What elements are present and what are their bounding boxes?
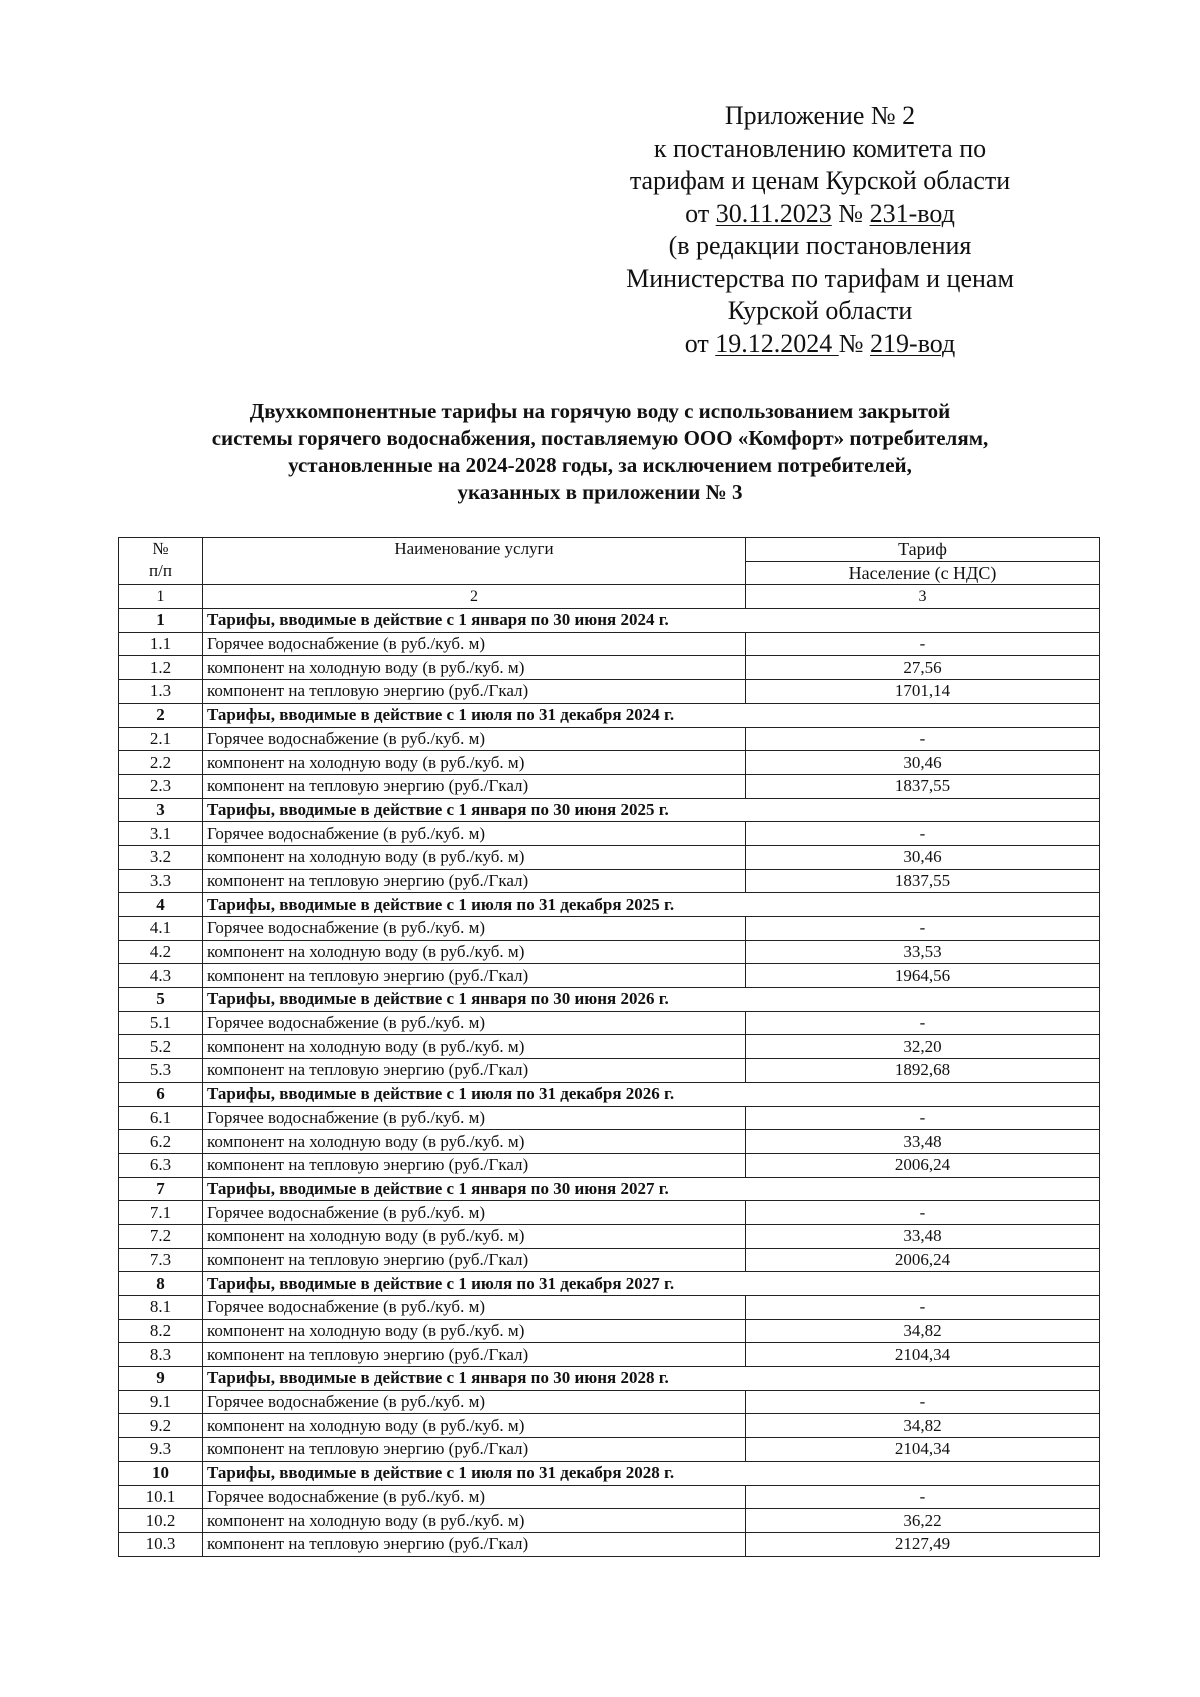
table-row <box>119 1296 1100 1320</box>
tariff-value: 36,22 <box>746 1509 1100 1533</box>
appendix-date-line <box>560 198 1080 231</box>
table-row <box>119 632 1100 656</box>
service-name: Горячее водоснабжение (в руб./куб. м) <box>203 822 746 846</box>
tariff-value: 1837,55 <box>746 869 1100 893</box>
tariff-value: - <box>746 1106 1100 1130</box>
table-row <box>119 680 1100 704</box>
section-row <box>119 703 1100 727</box>
tariff-value: 2006,24 <box>746 1153 1100 1177</box>
section-empty-cell <box>746 1272 1100 1296</box>
section-title: Тарифы, вводимые в действие с 1 января по 30 июня 2026 г. <box>203 988 746 1012</box>
tariff-value: - <box>746 917 1100 941</box>
table-row <box>119 845 1100 869</box>
section-number: 2 <box>119 703 203 727</box>
section-empty-cell <box>746 703 1100 727</box>
service-name: компонент на тепловую энергию (руб./Гкал) <box>203 680 746 704</box>
service-name: компонент на холодную воду (в руб./куб. м) <box>203 940 746 964</box>
row-number: 4.2 <box>119 940 203 964</box>
tariff-value: 30,46 <box>746 751 1100 775</box>
tariff-value: 2104,34 <box>746 1343 1100 1367</box>
header-number <box>119 538 203 585</box>
tariff-value: 32,20 <box>746 1035 1100 1059</box>
table-row <box>119 1011 1100 1035</box>
number-sign: № <box>831 198 870 228</box>
section-row <box>119 798 1100 822</box>
table-row <box>119 822 1100 846</box>
decree-number: 231-вод <box>869 198 955 228</box>
row-number: 9.2 <box>119 1414 203 1438</box>
row-number: 8.2 <box>119 1319 203 1343</box>
table-row <box>119 751 1100 775</box>
section-row <box>119 609 1100 633</box>
section-title: Тарифы, вводимые в действие с 1 января по 30 июня 2027 г. <box>203 1177 746 1201</box>
row-number: 5.2 <box>119 1035 203 1059</box>
table-row <box>119 1224 1100 1248</box>
service-name: компонент на холодную воду (в руб./куб. м) <box>203 1319 746 1343</box>
tariff-value: 33,48 <box>746 1224 1100 1248</box>
row-number: 2.3 <box>119 774 203 798</box>
tariff-value: - <box>746 1296 1100 1320</box>
section-title: Тарифы, вводимые в действие с 1 июля по 31 декабря 2024 г. <box>203 703 746 727</box>
tariff-value: - <box>746 822 1100 846</box>
section-title: Тарифы, вводимые в действие с 1 января по 30 июня 2024 г. <box>203 609 746 633</box>
tariff-value: 1892,68 <box>746 1059 1100 1083</box>
edit-decree-date: 19.12.2024 <box>715 328 839 358</box>
row-number: 2.1 <box>119 727 203 751</box>
table-row <box>119 1035 1100 1059</box>
service-name: компонент на холодную воду (в руб./куб. м) <box>203 656 746 680</box>
section-empty-cell <box>746 893 1100 917</box>
table-row <box>119 1106 1100 1130</box>
service-name: компонент на холодную воду (в руб./куб. м) <box>203 845 746 869</box>
appendix-line: Курской области <box>727 296 913 325</box>
section-row <box>119 893 1100 917</box>
tariff-value: 33,53 <box>746 940 1100 964</box>
tariff-value: 30,46 <box>746 845 1100 869</box>
tariffs-table <box>118 537 1100 1557</box>
table-row <box>119 1059 1100 1083</box>
service-name: компонент на холодную воду (в руб./куб. м) <box>203 1224 746 1248</box>
row-number: 1.1 <box>119 632 203 656</box>
title-line: установленные на 2024-2028 годы, за исключением потребителей, <box>288 453 912 477</box>
section-title: Тарифы, вводимые в действие с 1 июля по 31 декабря 2026 г. <box>203 1082 746 1106</box>
appendix-edit-date-line <box>560 328 1080 361</box>
edit-decree-number: 219-вод <box>870 328 956 358</box>
section-title: Тарифы, вводимые в действие с 1 июля по 31 декабря 2027 г. <box>203 1272 746 1296</box>
section-empty-cell <box>746 1177 1100 1201</box>
appendix-line: (в редакции постановления <box>668 231 972 260</box>
tariff-value: - <box>746 632 1100 656</box>
section-number: 10 <box>119 1461 203 1485</box>
header-service-name: Наименование услуги <box>203 538 746 585</box>
table-row <box>119 774 1100 798</box>
tariff-value: 33,48 <box>746 1130 1100 1154</box>
service-name: компонент на тепловую энергию (руб./Гкал) <box>203 1248 746 1272</box>
appendix-line: Приложение № 2 <box>724 101 916 130</box>
table-row <box>119 1532 1100 1556</box>
column-number: 1 <box>119 585 203 609</box>
row-number: 6.2 <box>119 1130 203 1154</box>
row-number: 3.2 <box>119 845 203 869</box>
row-number: 9.3 <box>119 1438 203 1462</box>
tariff-value: 1701,14 <box>746 680 1100 704</box>
row-number: 1.3 <box>119 680 203 704</box>
section-title: Тарифы, вводимые в действие с 1 января по 30 июня 2025 г. <box>203 798 746 822</box>
row-number: 10.3 <box>119 1532 203 1556</box>
row-number: 9.1 <box>119 1390 203 1414</box>
tariff-value: - <box>746 1201 1100 1225</box>
service-name: Горячее водоснабжение (в руб./куб. м) <box>203 727 746 751</box>
service-name: Горячее водоснабжение (в руб./куб. м) <box>203 1296 746 1320</box>
section-number: 5 <box>119 988 203 1012</box>
table-row <box>119 1319 1100 1343</box>
title-line: системы горячего водоснабжения, поставляемую ООО «Комфорт» потребителям, <box>211 426 989 450</box>
title-line: указанных в приложении № 3 <box>457 480 743 504</box>
column-number-row <box>119 585 1100 609</box>
section-row <box>119 1177 1100 1201</box>
service-name: Горячее водоснабжение (в руб./куб. м) <box>203 1390 746 1414</box>
section-title: Тарифы, вводимые в действие с 1 июля по 31 декабря 2028 г. <box>203 1461 746 1485</box>
section-number: 7 <box>119 1177 203 1201</box>
table-row <box>119 1343 1100 1367</box>
service-name: компонент на тепловую энергию (руб./Гкал) <box>203 1438 746 1462</box>
service-name: Горячее водоснабжение (в руб./куб. м) <box>203 1201 746 1225</box>
row-number: 3.1 <box>119 822 203 846</box>
service-name: компонент на тепловую энергию (руб./Гкал) <box>203 1059 746 1083</box>
tariff-value: 1837,55 <box>746 774 1100 798</box>
table-row <box>119 1509 1100 1533</box>
tariff-value: - <box>746 1390 1100 1414</box>
row-number: 7.2 <box>119 1224 203 1248</box>
table-row <box>119 656 1100 680</box>
tariff-value: 27,56 <box>746 656 1100 680</box>
section-title: Тарифы, вводимые в действие с 1 января по 30 июня 2028 г. <box>203 1367 746 1391</box>
tariff-value: 34,82 <box>746 1414 1100 1438</box>
service-name: компонент на тепловую энергию (руб./Гкал) <box>203 869 746 893</box>
service-name: компонент на холодную воду (в руб./куб. м) <box>203 1130 746 1154</box>
table-row <box>119 964 1100 988</box>
header-number-abbrev: п/п <box>149 561 172 580</box>
table-row <box>119 727 1100 751</box>
row-number: 5.3 <box>119 1059 203 1083</box>
document-title <box>120 398 1080 506</box>
row-number: 6.1 <box>119 1106 203 1130</box>
column-number: 2 <box>203 585 746 609</box>
table-row <box>119 1201 1100 1225</box>
service-name: компонент на тепловую энергию (руб./Гкал) <box>203 1153 746 1177</box>
date-prefix: от <box>685 198 716 228</box>
row-number: 7.1 <box>119 1201 203 1225</box>
appendix-line: тарифам и ценам Курской области <box>629 166 1011 195</box>
row-number: 4.1 <box>119 917 203 941</box>
section-empty-cell <box>746 988 1100 1012</box>
service-name: компонент на тепловую энергию (руб./Гкал) <box>203 964 746 988</box>
row-number: 6.3 <box>119 1153 203 1177</box>
service-name: компонент на тепловую энергию (руб./Гкал) <box>203 1532 746 1556</box>
service-name: Горячее водоснабжение (в руб./куб. м) <box>203 1485 746 1509</box>
edit-number-sign: № <box>838 328 871 358</box>
tariff-value: - <box>746 1011 1100 1035</box>
table-row <box>119 1390 1100 1414</box>
section-empty-cell <box>746 1082 1100 1106</box>
header-number-sign: № <box>152 539 169 558</box>
section-row <box>119 1461 1100 1485</box>
row-number: 10.1 <box>119 1485 203 1509</box>
tariff-value: 2006,24 <box>746 1248 1100 1272</box>
tariff-value: 34,82 <box>746 1319 1100 1343</box>
table-row <box>119 1414 1100 1438</box>
row-number: 5.1 <box>119 1011 203 1035</box>
row-number: 8.3 <box>119 1343 203 1367</box>
section-row <box>119 1272 1100 1296</box>
section-number: 3 <box>119 798 203 822</box>
service-name: компонент на холодную воду (в руб./куб. м) <box>203 751 746 775</box>
section-title: Тарифы, вводимые в действие с 1 июля по 31 декабря 2025 г. <box>203 893 746 917</box>
section-row <box>119 1367 1100 1391</box>
section-number: 6 <box>119 1082 203 1106</box>
service-name: компонент на тепловую энергию (руб./Гкал) <box>203 1343 746 1367</box>
table-row <box>119 917 1100 941</box>
service-name: компонент на холодную воду (в руб./куб. м) <box>203 1414 746 1438</box>
service-name: Горячее водоснабжение (в руб./куб. м) <box>203 1106 746 1130</box>
header-population: Население (с НДС) <box>746 561 1100 585</box>
table-row <box>119 1153 1100 1177</box>
table-row <box>119 869 1100 893</box>
table-row <box>119 1438 1100 1462</box>
section-number: 8 <box>119 1272 203 1296</box>
table-row <box>119 1130 1100 1154</box>
row-number: 1.2 <box>119 656 203 680</box>
section-empty-cell <box>746 1367 1100 1391</box>
section-empty-cell <box>746 609 1100 633</box>
appendix-line: к постановлению комитета по <box>653 133 987 163</box>
row-number: 10.2 <box>119 1509 203 1533</box>
edit-date-prefix: от <box>684 328 716 358</box>
row-number: 2.2 <box>119 751 203 775</box>
decree-date: 30.11.2023 <box>715 198 832 228</box>
row-number: 7.3 <box>119 1248 203 1272</box>
tariff-value: 2127,49 <box>746 1532 1100 1556</box>
tariff-value: 2104,34 <box>746 1438 1100 1462</box>
column-number: 3 <box>746 585 1100 609</box>
section-number: 9 <box>119 1367 203 1391</box>
row-number: 3.3 <box>119 869 203 893</box>
header-tariff: Тариф <box>746 538 1100 562</box>
service-name: компонент на тепловую энергию (руб./Гкал) <box>203 774 746 798</box>
appendix-header <box>560 100 1080 360</box>
table-row <box>119 1485 1100 1509</box>
tariff-value: 1964,56 <box>746 964 1100 988</box>
table-row <box>119 1248 1100 1272</box>
section-number: 4 <box>119 893 203 917</box>
tariff-value: - <box>746 1485 1100 1509</box>
row-number: 4.3 <box>119 964 203 988</box>
title-line: Двухкомпонентные тарифы на горячую воду с использованием закрытой <box>249 399 951 423</box>
table-row <box>119 940 1100 964</box>
service-name: компонент на холодную воду (в руб./куб. м) <box>203 1509 746 1533</box>
row-number: 8.1 <box>119 1296 203 1320</box>
section-row <box>119 1082 1100 1106</box>
section-empty-cell <box>746 1461 1100 1485</box>
service-name: Горячее водоснабжение (в руб./куб. м) <box>203 1011 746 1035</box>
section-empty-cell <box>746 798 1100 822</box>
section-number: 1 <box>119 609 203 633</box>
section-row <box>119 988 1100 1012</box>
service-name: компонент на холодную воду (в руб./куб. м) <box>203 1035 746 1059</box>
service-name: Горячее водоснабжение (в руб./куб. м) <box>203 632 746 656</box>
service-name: Горячее водоснабжение (в руб./куб. м) <box>203 917 746 941</box>
appendix-line: Министерства по тарифам и ценам <box>626 263 1014 293</box>
tariff-value: - <box>746 727 1100 751</box>
table-header-row <box>119 538 1100 562</box>
